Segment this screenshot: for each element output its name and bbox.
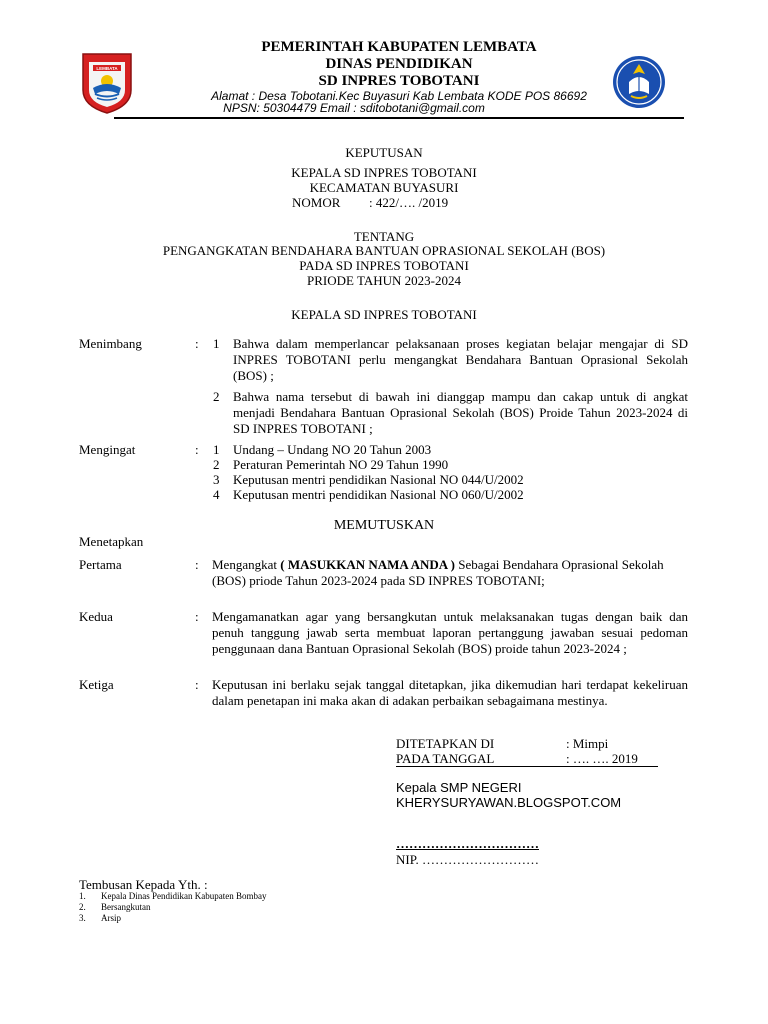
kedua-text: Mengamanatkan agar yang bersangkutan untuk melaksanakan tugas dengan baik dan penuh tanggung jawab serta membuat laporan pertanggung jawaban sesuai pedoman penggunaan dana Bantuan Oprasional Sekolah (BOS) proide tahun 2023-2024 ; <box>212 609 688 656</box>
signature-line: …………………………… <box>396 836 539 851</box>
pertama-colon: : <box>195 557 199 572</box>
emblem-label: LEMBATA <box>96 66 118 71</box>
subject-line-2: PADA SD INPRES TOBOTANI <box>299 258 469 273</box>
pertama-text <box>212 557 688 589</box>
menimbang-text-2: Bahwa nama tersebut di bawah ini dianggap mampu dan cakap untuk di angkat menjadi Bendahara Bantuan Oprasional Sekolah (BOS) Proide Tahun 2023-2024 di SD INPRES TOBOTANI ; <box>233 389 688 436</box>
letterhead-line-3: SD INPRES TOBOTANI <box>318 73 480 89</box>
mengingat-num-3: 3 <box>213 472 220 487</box>
pertama-text-post: Sebagai Bendahara Oprasional Sekolah (BOS) priode Tahun 2023-2024 pada SD INPRES TOBOTANI; <box>212 557 664 588</box>
menimbang-label: Menimbang <box>79 336 142 351</box>
letterhead-address: Alamat : Desa Tobotani.Kec Buyasuri Kab Lembata KODE POS 86692 <box>211 89 587 103</box>
tembusan-item-3: Arsip <box>101 913 121 923</box>
mengingat-num-2: 2 <box>213 457 220 472</box>
letterhead-contact: NPSN: 50304479 Email : sditobotani@gmail.com <box>223 101 485 115</box>
tembusan-num-3: 3. <box>79 913 86 923</box>
ketiga-colon: : <box>195 677 199 692</box>
mengingat-num-4: 4 <box>213 487 220 502</box>
signer-nip: NIP. ……………………… <box>396 852 540 867</box>
kedua-colon: : <box>195 609 199 624</box>
kepala-heading-2: KEPALA SD INPRES TOBOTANI <box>291 307 477 322</box>
mengingat-text-4: Keputusan mentri pendidikan Nasional NO 060/U/2002 <box>233 487 524 502</box>
tanggal-value: : …. …. 2019 <box>566 751 638 766</box>
tanggal-label: PADA TANGGAL <box>396 751 495 766</box>
tembusan-num-2: 2. <box>79 902 86 912</box>
tembusan-item-1: Kepala Dinas Pendidikan Kabupaten Bombay <box>101 891 267 901</box>
kecamatan-heading: KECAMATAN BUYASURI <box>309 180 459 195</box>
placeholder-name: ( MASUKKAN NAMA ANDA ) <box>280 557 456 572</box>
keputusan-heading: KEPUTUSAN <box>345 145 423 160</box>
nomor-value: : 422/…. /2019 <box>369 195 449 210</box>
menimbang-num-1: 1 <box>213 336 220 351</box>
menetapkan-label: Menetapkan <box>79 534 144 549</box>
mengingat-num-1: 1 <box>213 442 220 457</box>
memutuskan-heading: MEMUTUSKAN <box>333 518 435 533</box>
pertama-text-pre: Mengangkat <box>212 557 281 572</box>
kepala-heading: KEPALA SD INPRES TOBOTANI <box>291 165 477 180</box>
letterhead-line-2: DINAS PENDIDIKAN <box>325 56 473 72</box>
menimbang-colon: : <box>195 336 199 351</box>
ketiga-text: Keputusan ini berlaku sejak tanggal ditetapkan, jika dikemudian hari terdapat kekeliruan dalam penetapan ini maka akan di adakan perbaikan sebagaimana mestinya. <box>212 677 688 708</box>
tembusan-item-2: Bersangkutan <box>101 902 151 912</box>
menimbang-text-1: Bahwa dalam memperlancar pelaksanaan proses kegiatan belajar mengajar di SD INPRES TOBOTANI perlu mengangkat Bendahara Bantuan Oprasional Sekolah (BOS) ; <box>233 336 688 383</box>
signer-position: Kepala SMP NEGERI <box>396 780 522 795</box>
letterhead-divider <box>114 117 684 119</box>
mengingat-colon: : <box>195 442 199 457</box>
subject-line-1: PENGANGKATAN BENDAHARA BANTUAN OPRASIONAL SEKOLAH (BOS) <box>162 243 606 258</box>
ketiga-label: Ketiga <box>79 677 114 692</box>
tembusan-heading: Tembusan Kepada Yth. : <box>79 877 208 892</box>
ditetapkan-label: DITETAPKAN DI <box>396 736 495 751</box>
mengingat-text-1: Undang – Undang NO 20 Tahun 2003 <box>233 442 432 457</box>
mengingat-label: Mengingat <box>79 442 136 457</box>
nomor-label: NOMOR <box>292 195 341 210</box>
letterhead-line-1: PEMERINTAH KABUPATEN LEMBATA <box>261 39 537 55</box>
menimbang-num-2: 2 <box>213 389 220 404</box>
signer-name: KHERYSURYAWAN.BLOGSPOT.COM <box>396 795 622 810</box>
tentang-heading: TENTANG <box>353 229 415 244</box>
tembusan-num-1: 1. <box>79 891 86 901</box>
ditetapkan-value: : Mimpi <box>566 736 609 751</box>
mengingat-text-3: Keputusan mentri pendidikan Nasional NO 044/U/2002 <box>233 472 524 487</box>
subject-line-3: PRIODE TAHUN 2023-2024 <box>307 273 461 288</box>
kedua-label: Kedua <box>79 609 113 624</box>
pertama-label: Pertama <box>79 557 122 572</box>
mengingat-text-2: Peraturan Pemerintah NO 29 Tahun 1990 <box>233 457 449 472</box>
